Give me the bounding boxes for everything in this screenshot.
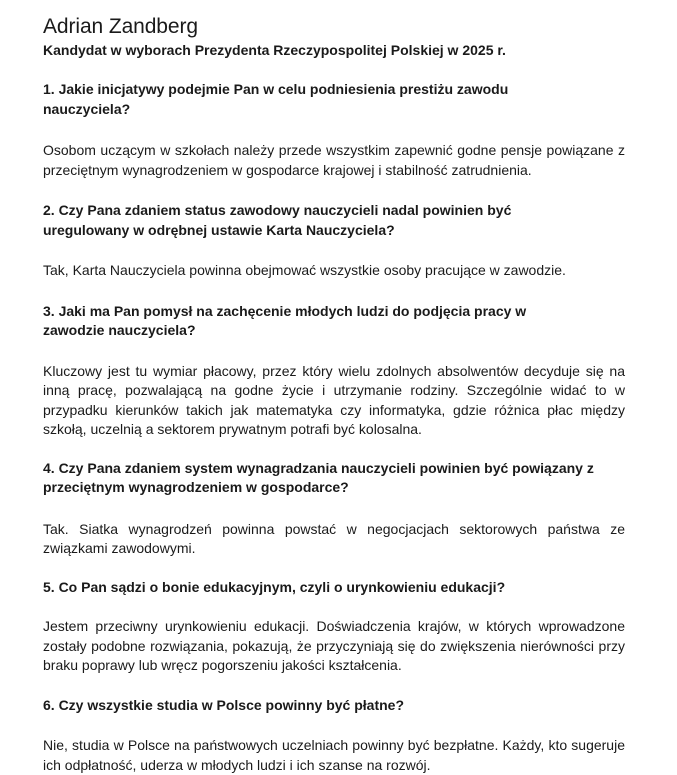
candidate-name: Adrian Zandberg bbox=[43, 15, 198, 38]
answer-2: Tak, Karta Nauczyciela powinna obejmować wszystkie osoby pracujące w zawodzie. bbox=[43, 262, 566, 278]
answer-5: Jestem przeciwny urynkowieniu edukacji. Doświadczenia krajów, w których wprowadzone zostały podobne rozwiązania, pokazują, że przyczyniają się do zwiększenia nierówności przy braku poprawy lub wręcz pogorszeniu jakości kształcenia. bbox=[43, 618, 625, 673]
candidate-subtitle: Kandydat w wyborach Prezydenta Rzeczypospolitej Polskiej w 2025 r. bbox=[43, 42, 506, 58]
question-4: 4. Czy Pana zdaniem system wynagradzania nauczycieli powinien być powiązany z przeciętnym wynagrodzeniem w gospodarce? bbox=[43, 459, 594, 495]
question-3: 3. Jaki ma Pan pomysł na zachęcenie młodych ludzi do podjęcia pracy w zawodzie nauczyciela? bbox=[43, 302, 527, 338]
answer-3: Kluczowy jest tu wymiar płacowy, przez który wielu zdolnych absolwentów decyduje się na inną pracę, pozwalającą na godne życie i utrzymanie rodziny. Szczególnie widać to w przypadku kierunków takich jak matematyka czy informatyka, gdzie różnica płac między szkołą, uczelnią a sektorem prywatnym potrafi być kolosalna. bbox=[43, 362, 625, 437]
question-6: 6. Czy wszystkie studia w Polsce powinny być płatne? bbox=[43, 696, 404, 713]
answer-1: Osobom uczącym w szkołach należy przede wszystkim zapewnić godne pensje powiązane z przeciętnym wynagrodzeniem w gospodarce krajowej i stabilność zatrudnienia. bbox=[43, 142, 625, 178]
question-2: 2. Czy Pana zdaniem status zawodowy nauczycieli nadal powinien być uregulowany w odrębnej ustawie Karta Nauczyciela? bbox=[43, 202, 512, 238]
document bbox=[43, 14, 625, 775]
question-1: 1. Jakie inicjatywy podejmie Pan w celu podniesienia prestiżu zawodu nauczyciela? bbox=[43, 81, 509, 117]
question-5: 5. Co Pan sądzi o bonie edukacyjnym, czyli o urynkowieniu edukacji? bbox=[43, 578, 506, 595]
answer-6: Nie, studia w Polsce na państwowych uczelniach powinny być bezpłatne. Każdy, kto sugeruje ich odpłatność, uderza w młodych ludzi i ich szanse na rozwój. bbox=[43, 737, 625, 773]
answer-4: Tak. Siatka wynagrodzeń powinna powstać w negocjacjach sektorowych państwa ze związkami zawodowymi. bbox=[43, 520, 625, 556]
